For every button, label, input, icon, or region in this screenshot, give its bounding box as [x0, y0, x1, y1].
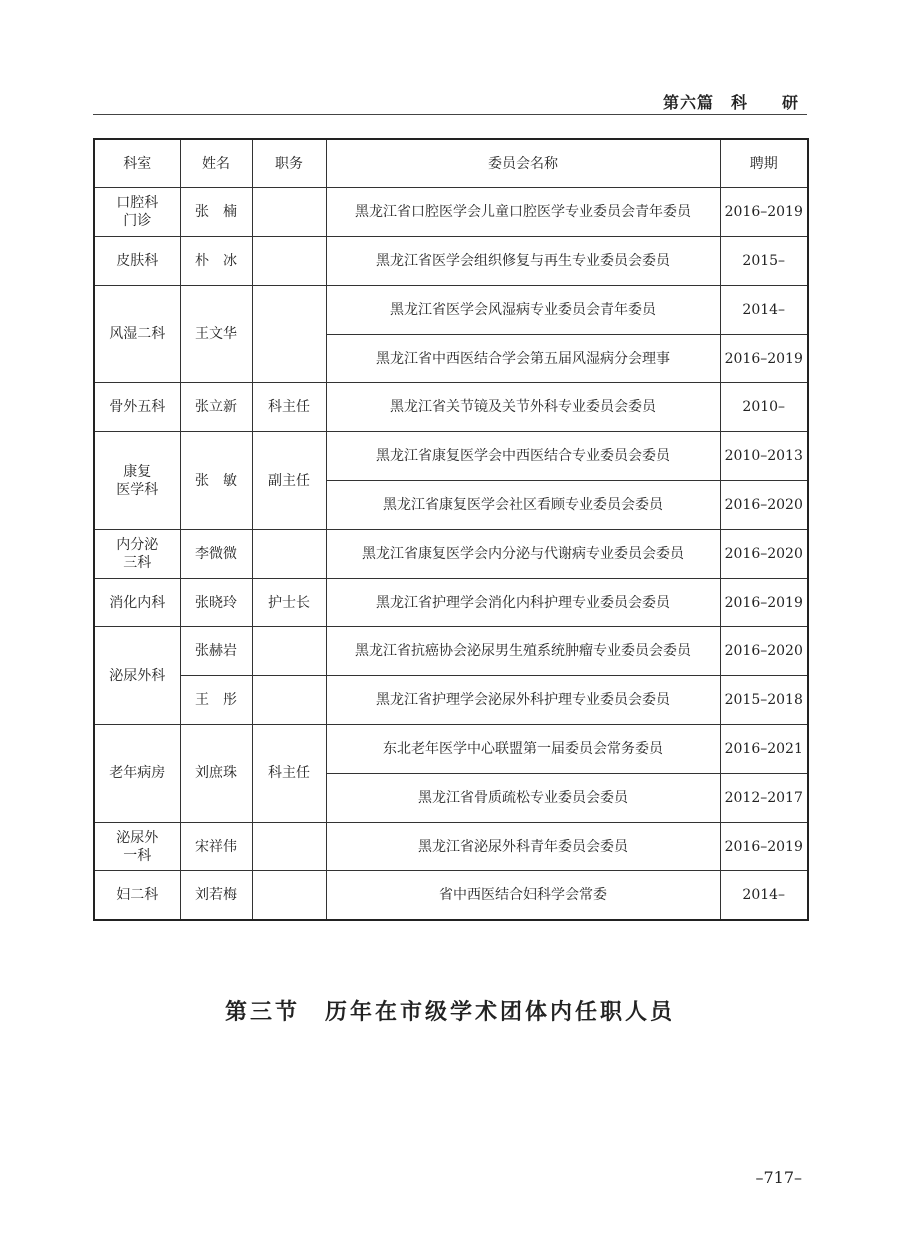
role-cell [252, 529, 326, 578]
term-cell: 2016–2020 [720, 627, 808, 676]
dept-cell: 泌尿外 一科 [94, 822, 180, 871]
name-cell: 刘庶珠 [180, 725, 252, 823]
table-row [94, 529, 808, 578]
table-row [94, 383, 808, 432]
term-cell: 2016–2020 [720, 481, 808, 530]
role-cell [252, 871, 326, 920]
term-cell: 2014– [720, 871, 808, 920]
table-row [94, 237, 808, 286]
header-role: 职务 [252, 139, 326, 188]
term-cell: 2010–2013 [720, 432, 808, 481]
term-cell: 2016–2019 [720, 822, 808, 871]
term-cell: 2015– [720, 237, 808, 286]
role-cell [252, 627, 326, 676]
name-cell: 宋祥伟 [180, 822, 252, 871]
dept-cell: 口腔科 门诊 [94, 188, 180, 237]
role-cell: 科主任 [252, 725, 326, 823]
dept-cell: 骨外五科 [94, 383, 180, 432]
table-row [94, 285, 808, 334]
header-dept: 科室 [94, 139, 180, 188]
role-cell [252, 285, 326, 383]
term-cell: 2016–2019 [720, 334, 808, 383]
table-row [94, 188, 808, 237]
name-cell: 王文华 [180, 285, 252, 383]
term-cell: 2014– [720, 285, 808, 334]
committee-cell: 黑龙江省康复医学会中西医结合专业委员会委员 [326, 432, 720, 481]
table-row [94, 578, 808, 627]
committee-cell: 黑龙江省抗癌协会泌尿男生殖系统肿瘤专业委员会委员 [326, 627, 720, 676]
committee-table [93, 138, 809, 921]
page-header [93, 84, 807, 115]
dept-cell: 泌尿外科 [94, 627, 180, 725]
page-number: –717– [755, 1168, 802, 1187]
name-cell: 朴 冰 [180, 237, 252, 286]
name-cell: 张立新 [180, 383, 252, 432]
dept-cell: 老年病房 [94, 725, 180, 823]
term-cell: 2012–2017 [720, 773, 808, 822]
name-cell: 刘若梅 [180, 871, 252, 920]
committee-cell: 黑龙江省关节镜及关节外科专业委员会委员 [326, 383, 720, 432]
role-cell [252, 822, 326, 871]
committee-cell: 黑龙江省泌尿外科青年委员会委员 [326, 822, 720, 871]
name-cell: 李微微 [180, 529, 252, 578]
section-title: 第三节 历年在市级学术团体内任职人员 [224, 1000, 675, 1025]
committee-cell: 东北老年医学中心联盟第一届委员会常务委员 [326, 725, 720, 774]
dept-cell: 内分泌 三科 [94, 529, 180, 578]
dept-cell: 康复 医学科 [94, 432, 180, 530]
committee-cell: 黑龙江省口腔医学会儿童口腔医学专业委员会青年委员 [326, 188, 720, 237]
name-cell: 王 彤 [180, 676, 252, 725]
role-cell [252, 188, 326, 237]
header-committee: 委员会名称 [326, 139, 720, 188]
committee-cell: 黑龙江省护理学会消化内科护理专业委员会委员 [326, 578, 720, 627]
role-cell: 科主任 [252, 383, 326, 432]
table-row [94, 725, 808, 774]
dept-cell: 消化内科 [94, 578, 180, 627]
role-cell: 副主任 [252, 432, 326, 530]
term-cell: 2016–2019 [720, 188, 808, 237]
role-cell: 护士长 [252, 578, 326, 627]
role-cell [252, 237, 326, 286]
term-cell: 2015–2018 [720, 676, 808, 725]
committee-cell: 黑龙江省医学会组织修复与再生专业委员会委员 [326, 237, 720, 286]
role-cell [252, 676, 326, 725]
committee-cell: 黑龙江省骨质疏松专业委员会委员 [326, 773, 720, 822]
dept-cell: 妇二科 [94, 871, 180, 920]
name-cell: 张 楠 [180, 188, 252, 237]
table-row [94, 432, 808, 481]
table-row [94, 676, 808, 725]
committee-cell: 省中西医结合妇科学会常委 [326, 871, 720, 920]
name-cell: 张赫岩 [180, 627, 252, 676]
term-cell: 2016–2019 [720, 578, 808, 627]
committee-cell: 黑龙江省康复医学会内分泌与代谢病专业委员会委员 [326, 529, 720, 578]
table-row [94, 627, 808, 676]
header-name: 姓名 [180, 139, 252, 188]
header-term: 聘期 [720, 139, 808, 188]
committee-cell: 黑龙江省护理学会泌尿外科护理专业委员会委员 [326, 676, 720, 725]
table-row [94, 822, 808, 871]
chapter-title: 第六篇 科 研 [662, 93, 799, 112]
committee-cell: 黑龙江省中西医结合学会第五届风湿病分会理事 [326, 334, 720, 383]
dept-cell: 风湿二科 [94, 285, 180, 383]
term-cell: 2016–2021 [720, 725, 808, 774]
committee-cell: 黑龙江省康复医学会社区看顾专业委员会委员 [326, 481, 720, 530]
table-header-row [94, 139, 808, 188]
term-cell: 2016–2020 [720, 529, 808, 578]
name-cell: 张 敏 [180, 432, 252, 530]
table-row [94, 871, 808, 920]
committee-cell: 黑龙江省医学会风湿病专业委员会青年委员 [326, 285, 720, 334]
dept-cell: 皮肤科 [94, 237, 180, 286]
name-cell: 张晓玲 [180, 578, 252, 627]
term-cell: 2010– [720, 383, 808, 432]
